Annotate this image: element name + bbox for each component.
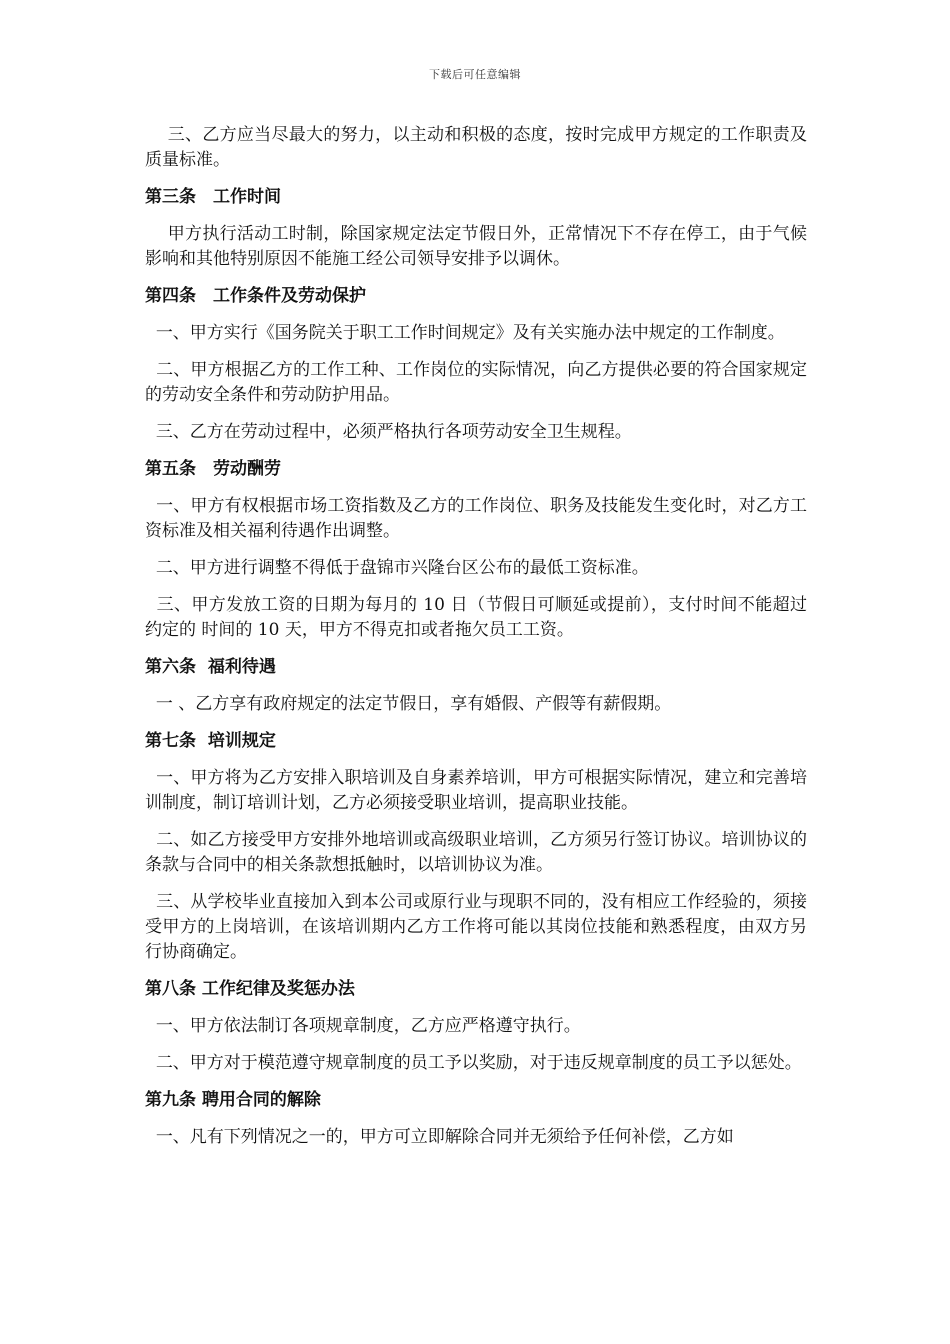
- body-paragraph: 二、甲方根据乙方的工作工种、工作岗位的实际情况，向乙方提供必要的符合国家规定的劳动安全条件和劳动防护用品。: [145, 360, 807, 405]
- header-note: 下载后可任意编辑: [429, 68, 521, 81]
- section-heading: 第六条 福利待遇: [145, 657, 276, 677]
- body-paragraph: 一、甲方将为乙方安排入职培训及自身素养培训，甲方可根据实际情况，建立和完善培训制度，制订培训计划，乙方必须接受职业培训，提高职业技能。: [145, 768, 807, 813]
- body-paragraph: 三、从学校毕业直接加入到本公司或原行业与现职不同的，没有相应工作经验的，须接受甲方的上岗培训，在该培训期内乙方工作将可能以其岗位技能和熟悉程度，由双方另行协商确定。: [145, 892, 807, 962]
- body-paragraph: 三、甲方发放工资的日期为每月的 10 日（节假日可顺延或提前），支付时间不能超过约定的 时间的 10 天，甲方不得克扣或者拖欠员工工资。: [145, 595, 807, 640]
- body-paragraph: 一、甲方实行《国务院关于职工工作时间规定》及有关实施办法中规定的工作制度。: [145, 323, 785, 343]
- body-paragraph: 三、乙方应当尽最大的努力，以主动和积极的态度，按时完成甲方规定的工作职责及质量标准。: [145, 125, 808, 170]
- section-heading: 第八条 工作纪律及奖惩办法: [145, 979, 355, 999]
- body-paragraph: 甲方执行活动工时制，除国家规定法定节假日外，正常情况下不存在停工，由于气候影响和其他特别原因不能施工经公司领导安排予以调休。: [145, 224, 808, 269]
- body-paragraph: 一 、乙方享有政府规定的法定节假日，享有婚假、产假等有薪假期。: [145, 694, 672, 714]
- section-heading: 第四条 工作条件及劳动保护: [145, 286, 366, 306]
- section-heading: 第五条 劳动酬劳: [145, 459, 281, 479]
- body-paragraph: 一、凡有下列情况之一的，甲方可立即解除合同并无须给予任何补偿，乙方如: [145, 1127, 734, 1147]
- section-heading: 第九条 聘用合同的解除: [145, 1090, 321, 1110]
- body-paragraph: 二、甲方进行调整不得低于盘锦市兴隆台区公布的最低工资标准。: [145, 558, 649, 578]
- section-heading: 第三条 工作时间: [145, 187, 281, 207]
- body-paragraph: 一、甲方依法制订各项规章制度，乙方应严格遵守执行。: [145, 1016, 581, 1036]
- body-paragraph: 二、如乙方接受甲方安排外地培训或高级职业培训，乙方须另行签订协议。培训协议的条款与合同中的相关条款想抵触时，以培训协议为准。: [145, 830, 807, 875]
- section-heading: 第七条 培训规定: [145, 731, 276, 751]
- body-paragraph: 三、乙方在劳动过程中，必须严格执行各项劳动安全卫生规程。: [145, 422, 632, 442]
- body-paragraph: 一、甲方有权根据市场工资指数及乙方的工作岗位、职务及技能发生变化时，对乙方工资标准及相关福利待遇作出调整。: [145, 496, 807, 541]
- body-paragraph: 二、甲方对于模范遵守规章制度的员工予以奖励，对于违反规章制度的员工予以惩处。: [145, 1053, 802, 1073]
- document-body: [145, 123, 807, 1162]
